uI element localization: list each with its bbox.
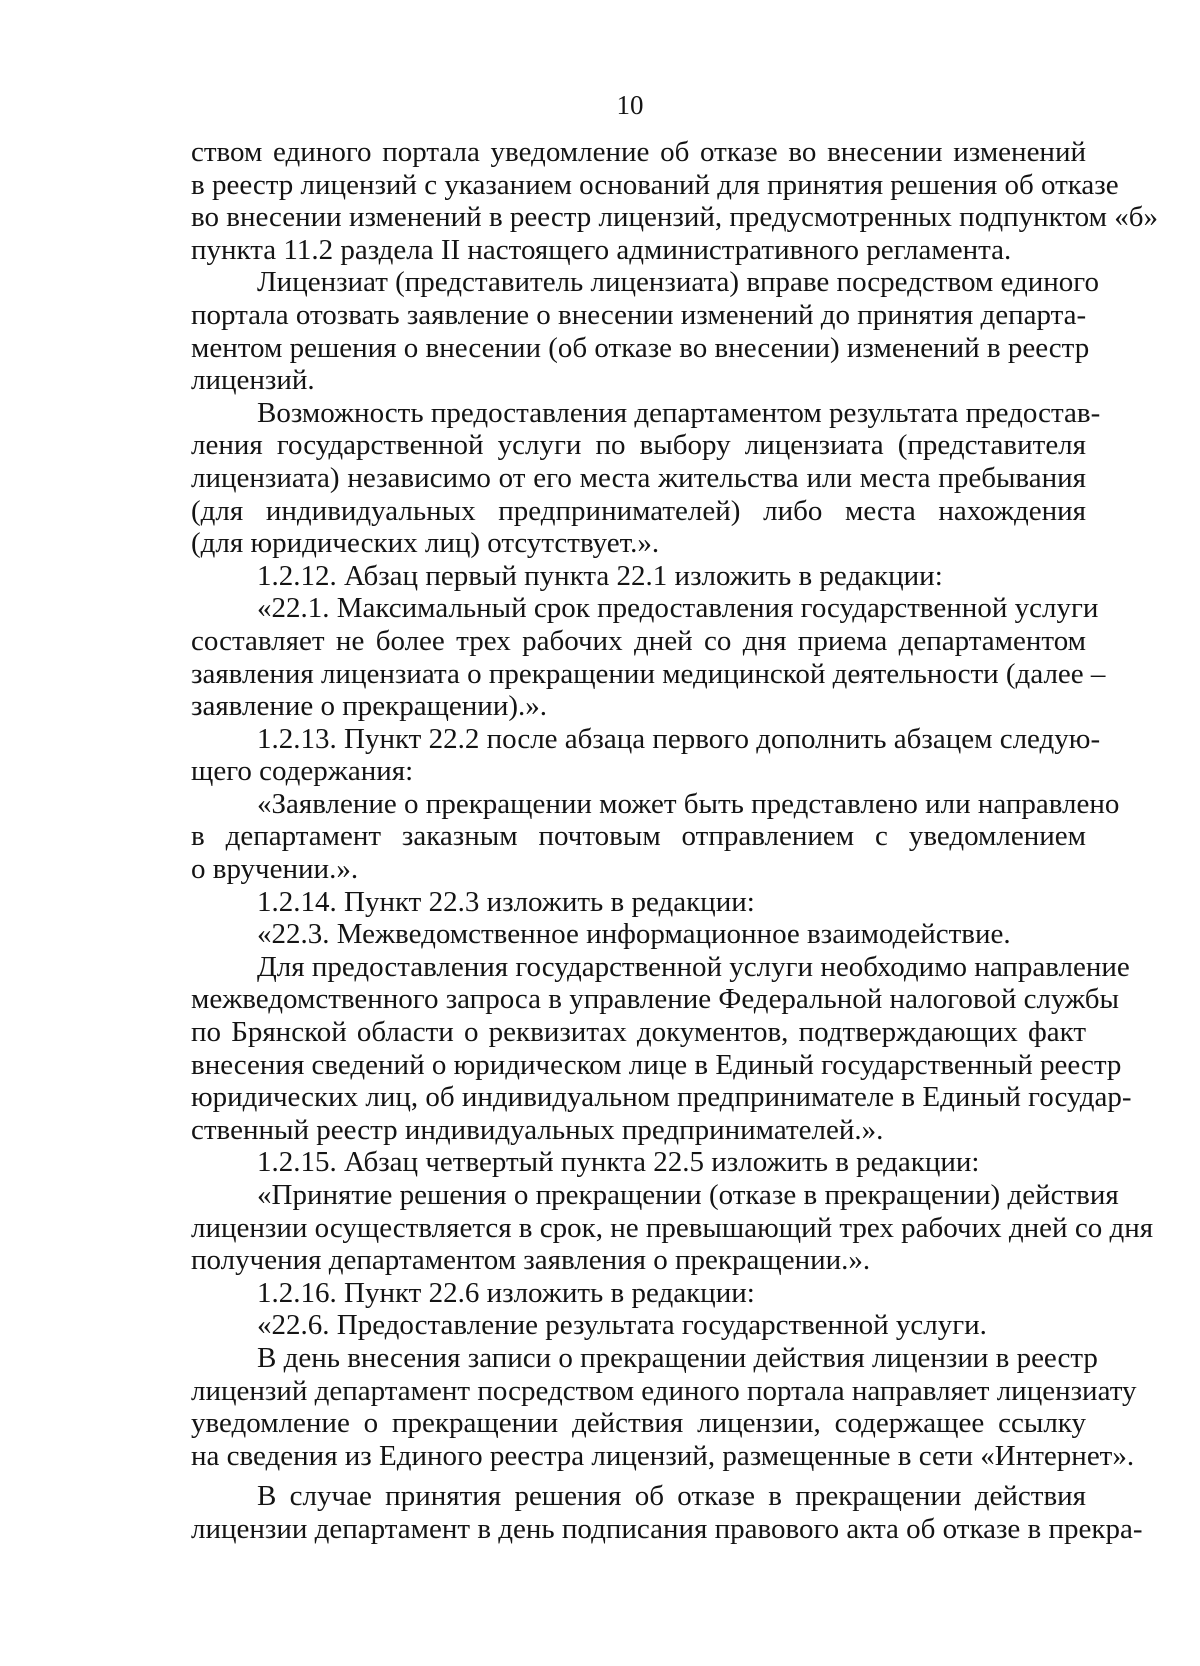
text-line: межведомственного запроса в управление Федеральной налоговой службы bbox=[191, 983, 1119, 1016]
text-line: 1.2.15. Абзац четвертый пункта 22.5 изложить в редакции: bbox=[257, 1146, 980, 1179]
text-line: составляет не более трех рабочих дней со дня приема департаментом bbox=[191, 624, 1086, 657]
text-line: в реестр лицензий с указанием оснований для принятия решения об отказе bbox=[191, 168, 1119, 201]
text-line: получения департаментом заявления о прекращении.». bbox=[191, 1244, 871, 1277]
text-line: «22.6. Предоставление результата государственной услуги. bbox=[257, 1309, 987, 1342]
text-line: ством единого портала уведомление об отказе во внесении изменений bbox=[191, 136, 1086, 168]
text-line: В день внесения записи о прекращении действия лицензии в реестр bbox=[257, 1341, 1098, 1374]
text-line: «Заявление о прекращении может быть представлено или направлено bbox=[257, 787, 1120, 820]
text-line: лицензий. bbox=[191, 364, 315, 397]
text-line: заявление о прекращении).». bbox=[191, 690, 548, 723]
text-line: в департамент заказным почтовым отправлением с уведомлением bbox=[191, 820, 1086, 853]
text-line: о вручении.». bbox=[191, 853, 359, 886]
text-line: заявления лицензиата о прекращении медицинской деятельности (далее – bbox=[191, 657, 1106, 690]
page-number: 10 bbox=[616, 90, 644, 120]
text-line: Возможность предоставления департаментом результата предостав- bbox=[257, 396, 1101, 429]
text-line: Лицензиат (представитель лицензиата) вправе посредством единого bbox=[257, 266, 1099, 299]
text-line: ментом решения о внесении (об отказе во внесении) изменений в реестр bbox=[191, 331, 1090, 364]
text-line: лицензий департамент посредством единого портала направляет лицензиату bbox=[191, 1374, 1137, 1407]
text-line: внесения сведений о юридическом лице в Единый государственный реестр bbox=[191, 1048, 1122, 1081]
text-line: щего содержания: bbox=[191, 755, 414, 788]
text-line: лицензиата) независимо от его места жительства или места пребывания bbox=[191, 461, 1086, 494]
text-line: во внесении изменений в реестр лицензий, предусмотренных подпунктом «б» bbox=[191, 201, 1158, 234]
text-line: «22.3. Межведомственное информационное взаимодействие. bbox=[257, 918, 1011, 951]
text-line: по Брянской области о реквизитах документов, подтверждающих факт bbox=[191, 1016, 1086, 1049]
text-line: (для индивидуальных предпринимателей) либо места нахождения bbox=[191, 494, 1086, 527]
text-line: лицензии осуществляется в срок, не превышающий трех рабочих дней со дня bbox=[191, 1211, 1154, 1244]
text-line: 1.2.13. Пункт 22.2 после абзаца первого дополнить абзацем следую- bbox=[257, 722, 1101, 755]
text-line: 1.2.12. Абзац первый пункта 22.1 изложить в редакции: bbox=[257, 559, 943, 592]
text-line: (для юридических лиц) отсутствует.». bbox=[191, 527, 660, 560]
text-line: уведомление о прекращении действия лицензии, содержащее ссылку bbox=[191, 1407, 1086, 1440]
text-line: лицензии департамент в день подписания правового акта об отказе в прекра- bbox=[191, 1512, 1143, 1545]
text-line: 1.2.16. Пункт 22.6 изложить в редакции: bbox=[257, 1276, 755, 1309]
text-line: ственный реестр индивидуальных предпринимателей.». bbox=[191, 1113, 884, 1146]
text-line: «Принятие решения о прекращении (отказе в прекращении) действия bbox=[257, 1179, 1119, 1211]
text-line: пункта 11.2 раздела II настоящего административного регламента. bbox=[191, 233, 1012, 266]
text-line: Для предоставления государственной услуги необходимо направление bbox=[257, 950, 1130, 983]
text-line: юридических лиц, об индивидуальном предпринимателе в Единый государ- bbox=[191, 1081, 1132, 1114]
text-line: ления государственной услуги по выбору лицензиата (представителя bbox=[191, 429, 1086, 462]
text-line: на сведения из Единого реестра лицензий, размещенные в сети «Интернет». bbox=[191, 1439, 1135, 1472]
text-line: портала отозвать заявление о внесении изменений до принятия департа- bbox=[191, 298, 1087, 331]
text-line: 1.2.14. Пункт 22.3 изложить в редакции: bbox=[257, 885, 755, 918]
paragraph-gap bbox=[191, 1472, 1086, 1480]
text-line: В случае принятия решения об отказе в прекращении действия bbox=[257, 1480, 1086, 1513]
text-line: «22.1. Максимальный срок предоставления государственной услуги bbox=[257, 592, 1099, 625]
body-text bbox=[191, 136, 1158, 1546]
